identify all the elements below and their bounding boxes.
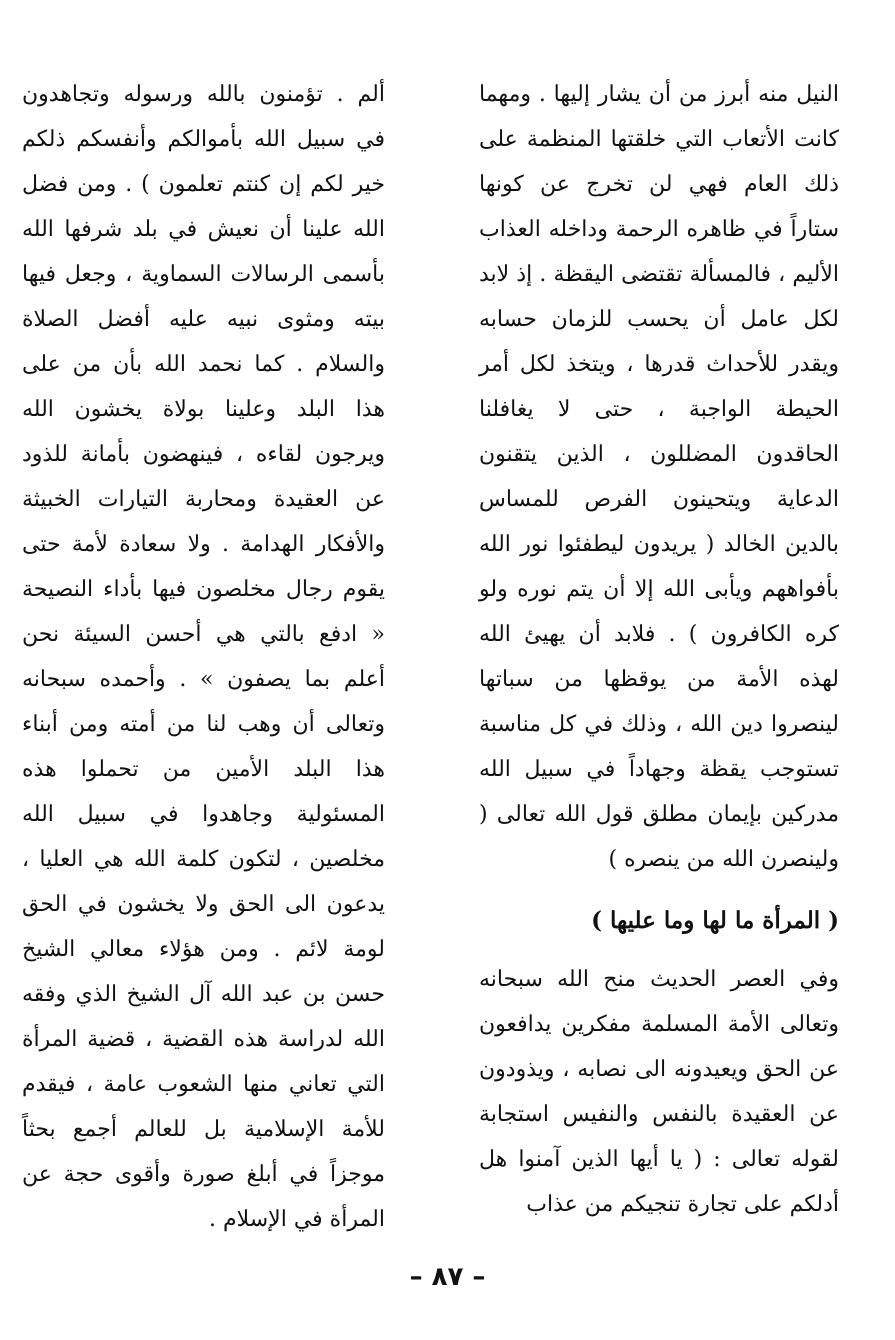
left-column-paragraph-1: ألم . تؤمنون بالله ورسوله وتجاهدون في سبيل الله بأموالكم وأنفسكم ذلكم خير لكم إن كنتم تعلمون ) . ومن فضل الله علينا أن نعيش في بلد شرفها الله بأسمى الرسالات السماوية ، وجعل فيها بيته ومثوى نبيه عليه أفضل الصلاة والسلام . كما نحمد الله بأن من على هذا البلد وعلينا بولاة يخشون الله ويرجون لقاءه ، فينهضون بأمانة للذود عن العقيدة ومحاربة التيارات الخبيثة والأفكار الهدامة . ولا سعادة لأمة حتى يقوم رجال مخلصون فيها بأداء النصيحة « ادفع بالتي هي أحسن السيئة نحن أعلم بما يصفون » . وأحمده سبحانه وتعالى أن وهب لنا من أمته ومن أبناء هذا البلد الأمين من تحملوا هذه المسئولية وجاهدوا في سبيل الله مخلصين ، لتكون كلمة الله هي العليا ، يدعون الى الحق ولا يخشون في الحق لومة لائم . ومن هؤلاء معالي الشيخ حسن بن عبد الله آل الشيخ الذي وفقه الله لدراسة هذه القضية ، قضية المرأة التي تعاني منها الشعوب عامة ، فيقدم للأمة الإسلامية بل للعالم أجمع بحثاً موجزاً في أبلغ صورة وأقوى حجة عن المرأة في الإسلام . [22,82,385,1232]
right-column-paragraph-2: وفي العصر الحديث منح الله سبحانه وتعالى الأمة المسلمة مفكرين يدافعون عن الحق ويعيدونه الى نصابه ، ويذودون عن العقيدة بالنفس والنفيس استجابة لقوله تعالى : ( يا أيها الذين آمنوا هل أدلكم على تجارة تنجيكم من عذاب [479,967,839,1217]
page-number: – ٨٧ – [409,1262,486,1292]
left-column [22,72,385,1242]
right-column [479,72,839,1227]
right-column-paragraph-1: النيل منه أبرز من أن يشار إليها . ومهما كانت الأتعاب التي خلقتها المنظمة على ذلك العام فهي لن تخرج عن كونها ستاراً في ظاهره الرحمة وداخله العذاب الأليم ، فالمسألة تقتضى اليقظة . إذ لابد لكل عامل أن يحسب للزمان حسابه ويقدر للأحداث قدرها ، ويتخذ لكل أمر الحيطة الواجبة ، حتى لا يغافلنا الحاقدون المضللون ، الذين يتقنون الدعاية ويتحينون الفرص للمساس بالدين الخالد ( يريدون ليطفئوا نور الله بأفواههم ويأبى الله إلا أن يتم نوره ولو كره الكافرون ) . فلابد أن يهيئ الله لهذه الأمة من يوقظها من سباتها لينصروا دين الله ، وذلك في كل مناسبة تستوجب يقظة وجهاداً في سبيل الله مدركين بإيمان مطلق قول الله تعالى ( ولينصرن الله من ينصره ) [479,82,839,872]
section-heading: ( المرأة ما لها وما عليها ) [591,907,839,934]
